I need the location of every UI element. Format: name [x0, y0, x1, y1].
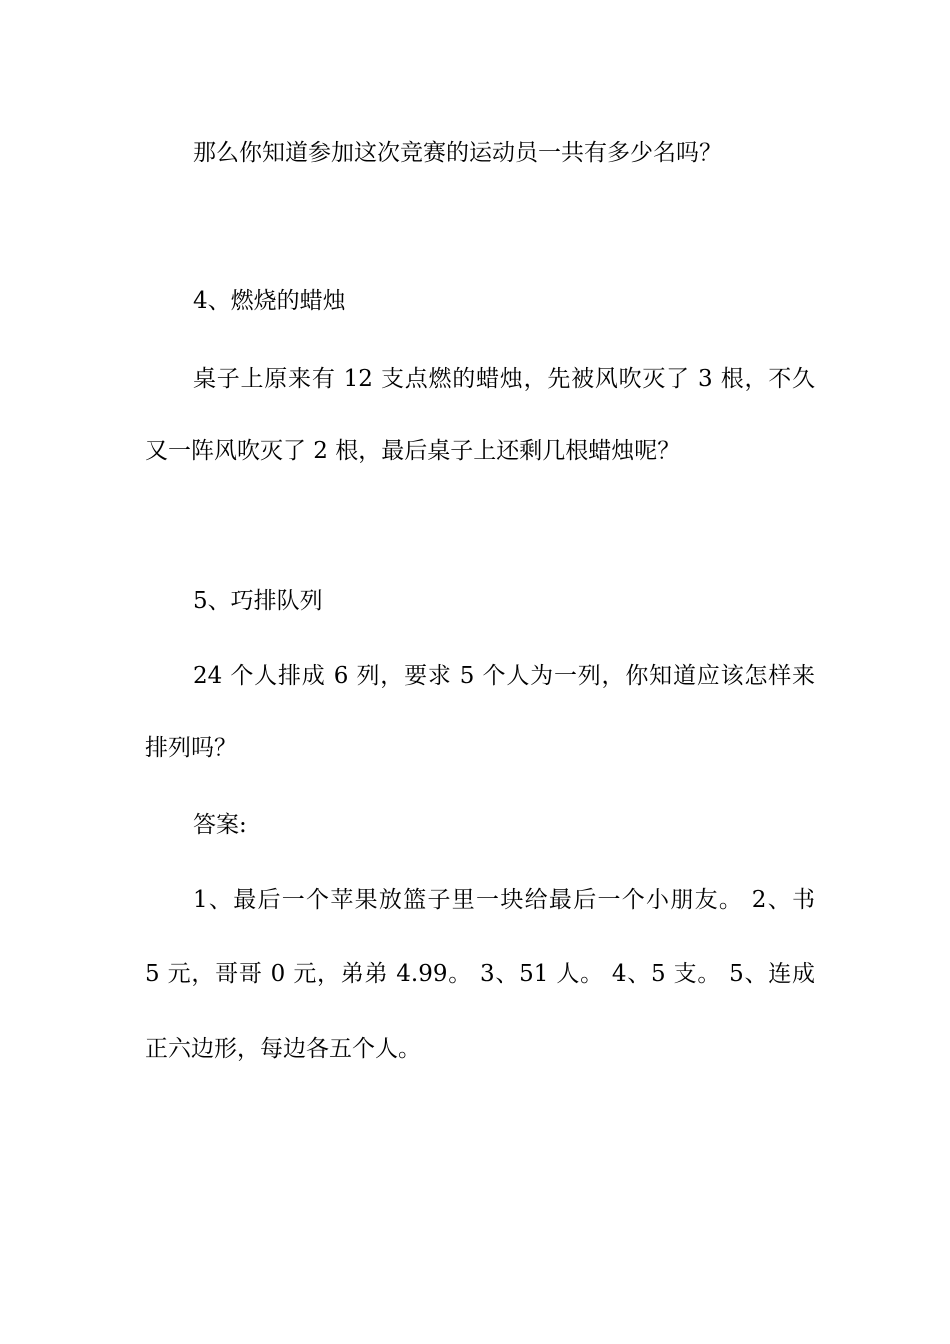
question5-body-line2: 排列吗？: [145, 735, 237, 761]
answers-line1: 1、最后一个苹果放篮子里一块给最后一个小朋友。 2、书: [193, 887, 815, 913]
answers-line3: 正六边形，每边各五个人。: [145, 1036, 421, 1062]
question4-body-line2: 又一阵风吹灭了 2 根，最后桌子上还剩几根蜡烛呢？: [145, 438, 681, 464]
answers-line2: 5 元，哥哥 0 元，弟弟 4.99。 3、51 人。 4、5 支。 5、连成: [145, 961, 815, 987]
question5-heading: 5、巧排队列: [193, 588, 323, 614]
question5-body-line1: 24 个人排成 6 列，要求 5 个人为一列，你知道应该怎样来: [193, 663, 815, 689]
answers-label: 答案:: [193, 812, 247, 838]
question4-heading: 4、燃烧的蜡烛: [193, 288, 346, 314]
question4-body-line1: 桌子上原来有 12 支点燃的蜡烛，先被风吹灭了 3 根，不久: [193, 366, 815, 392]
question3-tail-text: 那么你知道参加这次竞赛的运动员一共有多少名吗？: [193, 140, 722, 166]
